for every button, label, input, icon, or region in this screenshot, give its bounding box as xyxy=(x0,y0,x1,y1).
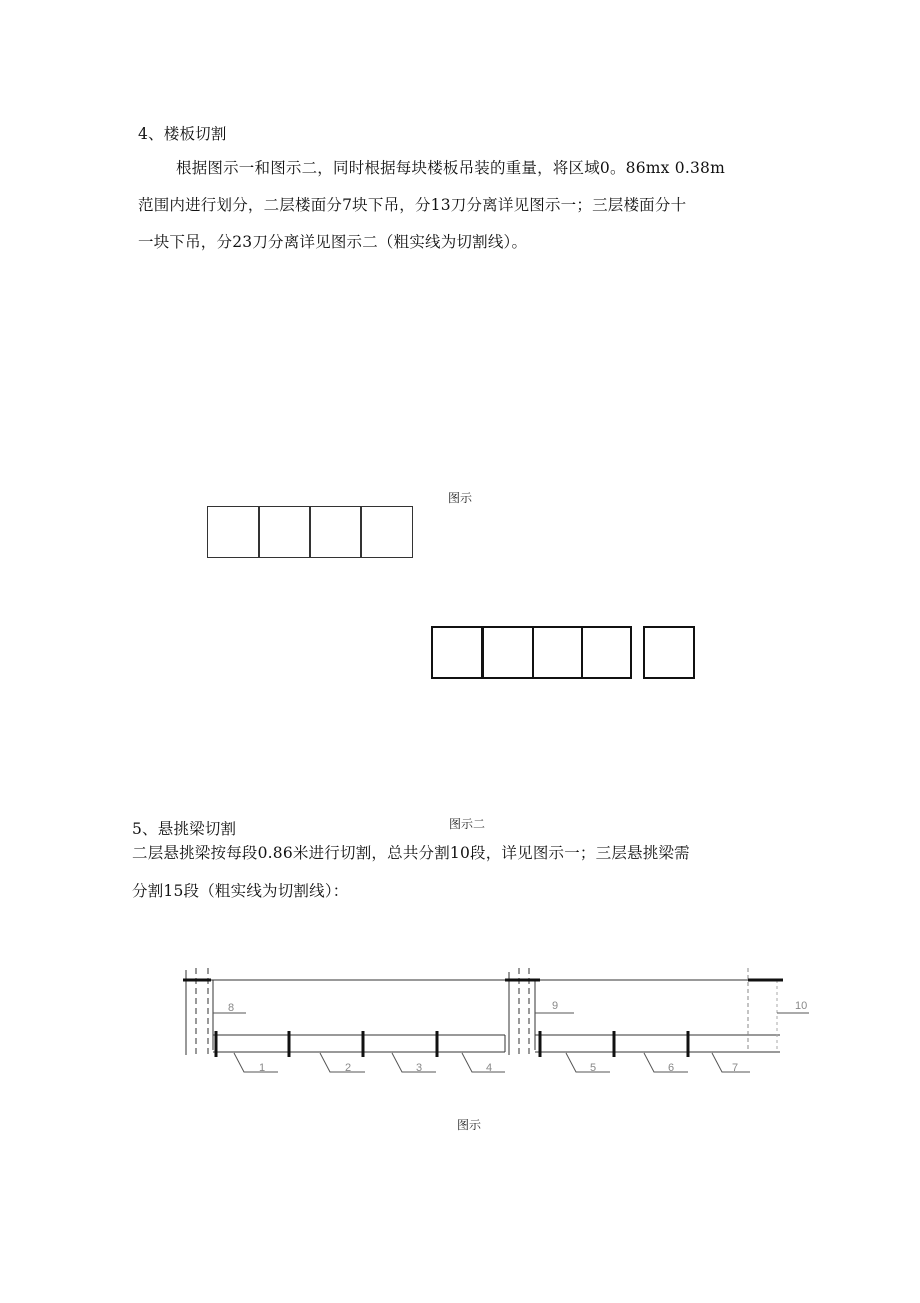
section-5-paragraph-line-2: 分割15段（粗实线为切割线）： xyxy=(132,882,349,900)
section-4-paragraph-line-2: 范围内进行划分，二层楼面分7块下吊，分13刀分离详见图示一；三层楼面分十 xyxy=(138,196,687,214)
beam-outline xyxy=(183,968,783,1055)
slab-panel-cut xyxy=(581,626,632,679)
figure-1-slab-grid xyxy=(207,506,413,559)
segment-label: 10 xyxy=(795,1000,808,1012)
slab-panel xyxy=(258,506,311,558)
section-4-heading: 4、楼板切割 xyxy=(138,125,227,143)
figure-2-caption: 图示二 xyxy=(449,817,486,831)
slab-panel-cut xyxy=(482,626,534,679)
segment-label: 6 xyxy=(668,1062,675,1074)
segment-label: 5 xyxy=(590,1062,597,1074)
cut-lines xyxy=(183,980,783,1057)
section-5-paragraph-line-1: 二层悬挑梁按每段0.86米进行切割，总共分割10段，详见图示一；三层悬挑梁需 xyxy=(132,844,690,862)
slab-panel-cut xyxy=(532,626,583,679)
slab-panel-cut xyxy=(431,626,483,679)
segment-label: 8 xyxy=(228,1002,235,1014)
figure-3-caption: 图示 xyxy=(457,1118,482,1132)
segment-label: 3 xyxy=(416,1062,423,1074)
slab-panel xyxy=(207,506,260,558)
section-4-paragraph-line-1: 根据图示一和图示二，同时根据每块楼板吊装的重量，将区域0。86mx 0.38m xyxy=(176,159,725,177)
slab-panel xyxy=(309,506,362,558)
segment-label: 2 xyxy=(345,1062,352,1074)
segment-labels xyxy=(228,1000,807,1074)
section-5-heading: 5、悬挑梁切割 xyxy=(132,820,237,838)
leader-lines xyxy=(213,1013,809,1072)
segment-label: 9 xyxy=(552,1000,559,1012)
figure-3-beam-diagram xyxy=(0,960,920,1080)
figure-1-caption: 图示 xyxy=(448,491,473,505)
segment-label: 7 xyxy=(732,1062,739,1074)
figure-2-slab-grid xyxy=(431,626,696,680)
slab-panel xyxy=(360,506,413,558)
section-4-paragraph-line-3: 一块下吊，分23刀分离详见图示二（粗实线为切割线）。 xyxy=(138,233,528,251)
slab-panel-cut xyxy=(643,626,695,679)
segment-label: 1 xyxy=(259,1062,266,1074)
segment-label: 4 xyxy=(486,1062,493,1074)
